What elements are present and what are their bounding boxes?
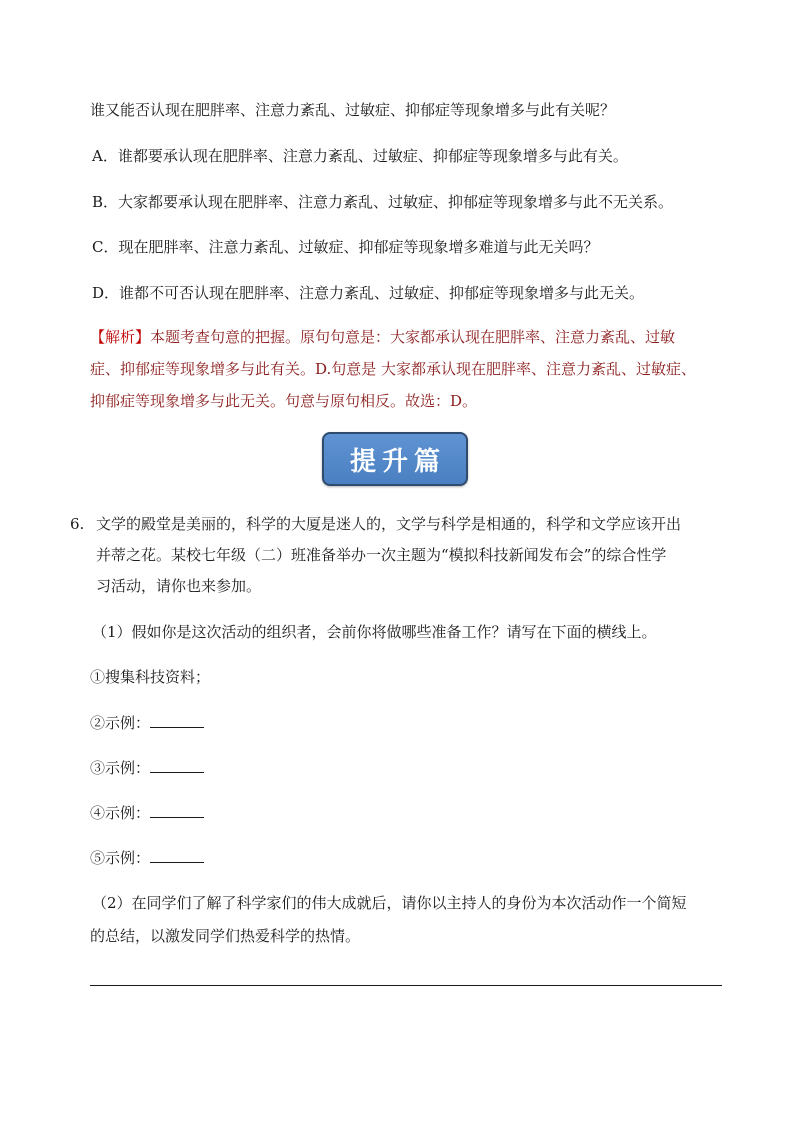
question-number: 6. (70, 515, 85, 533)
answer-blank[interactable] (150, 802, 204, 818)
part-1-prompt: （1）假如你是这次活动的组织者，会前你将做哪些准备工作？请写在下面的横线上。 (92, 623, 657, 641)
step-5 (90, 847, 204, 868)
answer-blank[interactable] (150, 712, 204, 728)
analysis-line-2: 症、抑郁症等现象增多与此有关。D.句意是 大家都承认现在肥胖率、注意力紊乱、过敏症、 (90, 360, 697, 378)
step-4-label: ④示例： (90, 804, 151, 822)
option-c: C．现在肥胖率、注意力紊乱、过敏症、抑郁症等现象增多难道与此无关吗？ (92, 238, 599, 256)
option-d: D．谁都不可否认现在肥胖率、注意力紊乱、过敏症、抑郁症等现象增多与此无关。 (92, 284, 645, 302)
step-3 (90, 757, 204, 778)
question-text-1: 文学的殿堂是美丽的，科学的大厦是迷人的，文学与科学是相通的，科学和文学应该开出 (96, 515, 682, 533)
step-4 (90, 802, 204, 823)
answer-line[interactable] (90, 985, 722, 986)
step-3-label: ③示例： (90, 759, 151, 777)
part-2-line-1: （2）在同学们了解了科学家们的伟大成就后，请你以主持人的身份为本次活动作一个简短 (92, 894, 687, 912)
analysis-line-1 (90, 327, 675, 347)
analysis-text-1: 本题考查句意的把握。原句句意是：大家都承认现在肥胖率、注意力紊乱、过敏 (150, 328, 676, 346)
question-line-3: 习活动，请你也来参加。 (96, 577, 262, 595)
part-2-line-2: 的总结，以激发同学们热爱科学的热情。 (90, 927, 361, 945)
analysis-tag: 【解析】 (90, 328, 151, 346)
step-1: ①搜集科技资料； (90, 668, 211, 686)
step-2-label: ②示例： (90, 714, 151, 732)
answer-blank[interactable] (150, 757, 204, 773)
option-a: A．谁都要承认现在肥胖率、注意力紊乱、过敏症、抑郁症等现象增多与此有关。 (92, 147, 628, 165)
question-line-1 (70, 514, 681, 534)
step-5-label: ⑤示例： (90, 849, 151, 867)
answer-blank[interactable] (150, 847, 204, 863)
intro-line: 谁又能否认现在肥胖率、注意力紊乱、过敏症、抑郁症等现象增多与此有关呢？ (90, 101, 616, 119)
option-b: B．大家都要承认现在肥胖率、注意力紊乱、过敏症、抑郁症等现象增多与此不无关系。 (92, 193, 674, 211)
section-badge: 提升篇 (322, 432, 468, 486)
step-2 (90, 712, 204, 733)
analysis-line-3: 抑郁症等现象增多与此无关。句意与原句相反。故选：D。 (90, 392, 478, 410)
question-line-2: 并蒂之花。某校七年级（二）班准备举办一次主题为“模拟科技新闻发布会”的综合性学 (96, 546, 667, 564)
